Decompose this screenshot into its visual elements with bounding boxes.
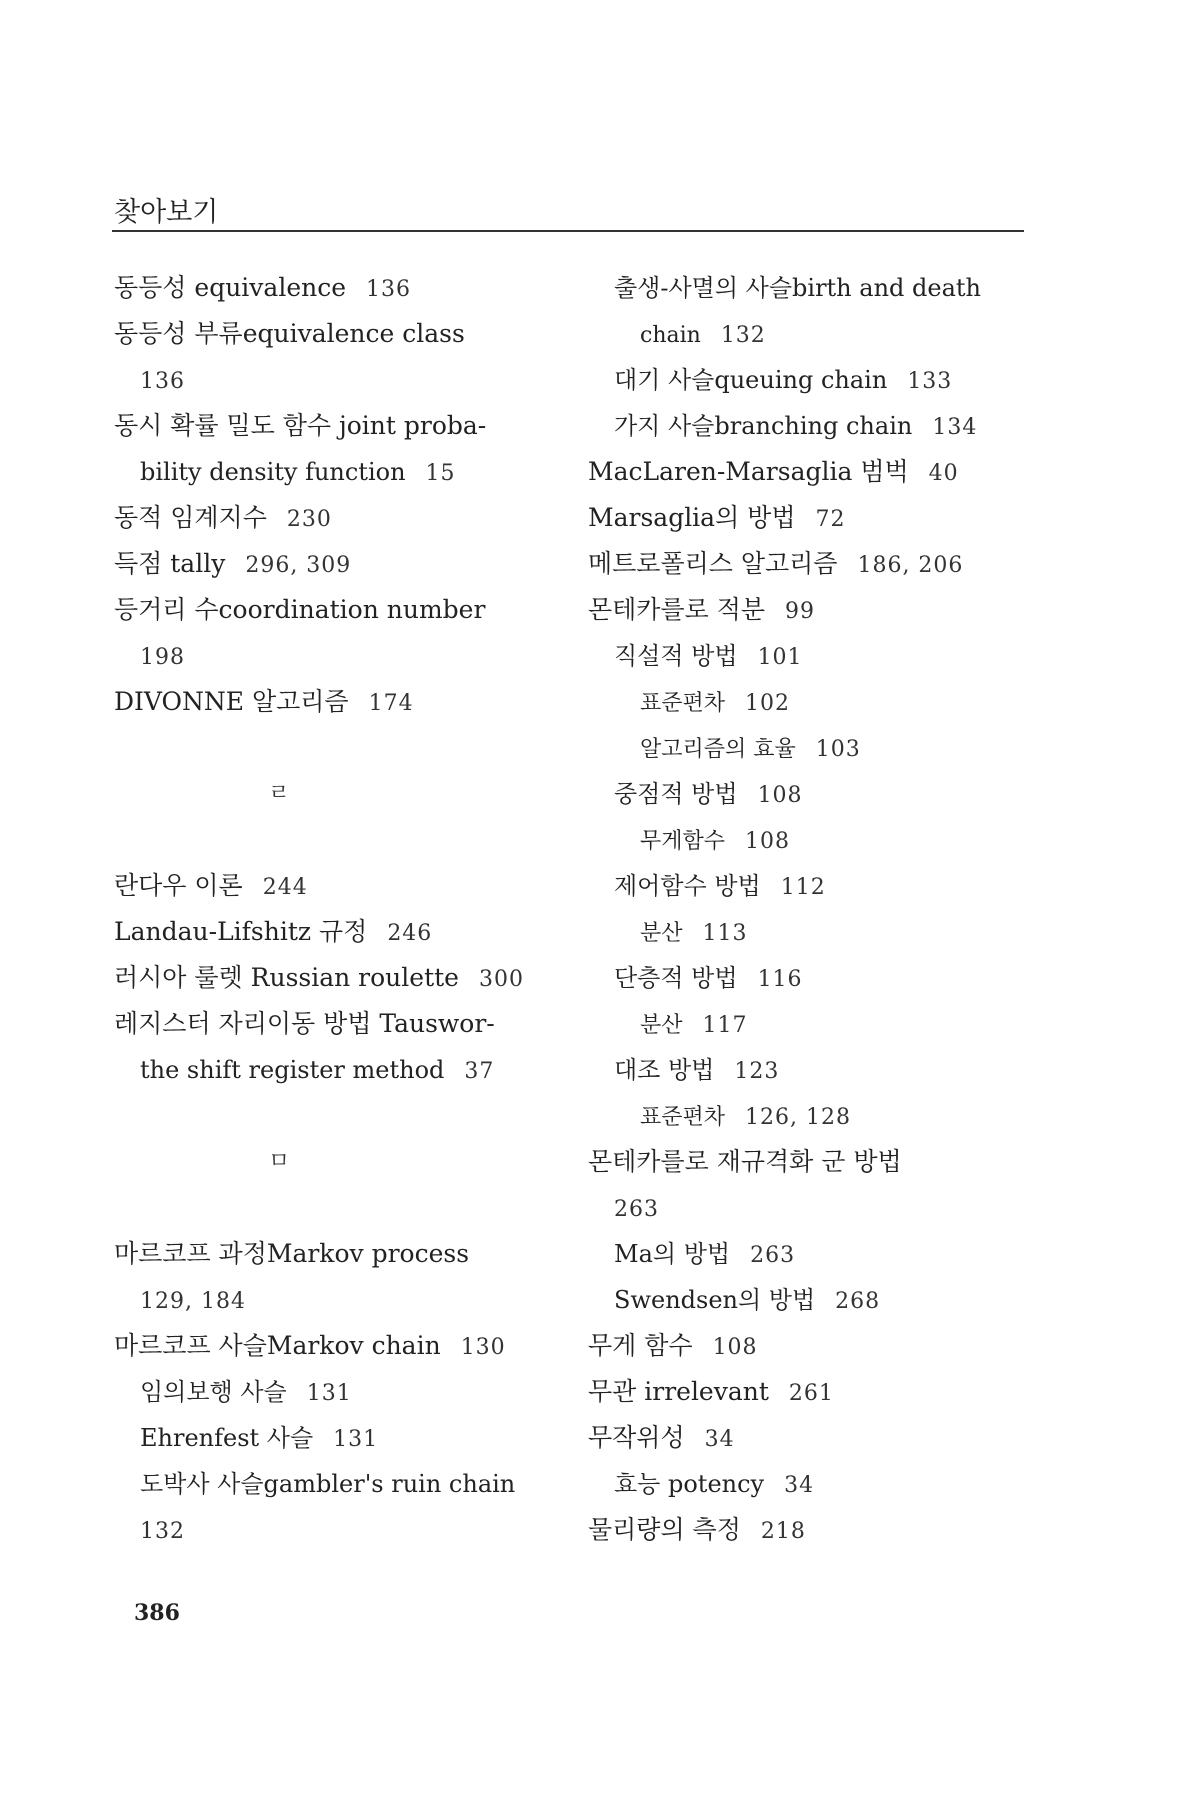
index-entry: [114, 587, 574, 633]
index-entry: [114, 679, 574, 725]
index-page-refs: 103: [815, 737, 861, 762]
index-entry: [114, 863, 574, 909]
index-entry: [588, 449, 1028, 495]
index-subentry: [588, 633, 1028, 679]
index-page-refs: 108: [712, 1335, 758, 1360]
index-term: 무게 함수: [588, 1331, 693, 1360]
index-term: 무게함수: [640, 829, 726, 854]
index-page-refs: 34: [704, 1427, 735, 1452]
index-term: 가지 사슬branching chain: [614, 412, 913, 440]
index-page-refs: 174: [368, 691, 414, 716]
index-term: Landau-Lifshitz 규정: [114, 917, 368, 946]
index-term: 표준편차: [640, 691, 726, 716]
index-term: 분산: [640, 921, 683, 946]
index-term: 동적 임계지수: [114, 503, 267, 532]
index-page-refs: 198: [140, 645, 185, 670]
index-page-refs: 218: [760, 1519, 806, 1544]
index-term: chain: [640, 323, 701, 348]
index-page-refs: 112: [780, 875, 826, 900]
index-page-refs: 108: [745, 829, 791, 854]
index-term: 중점적 방법: [614, 780, 738, 808]
index-subentry: [114, 1461, 574, 1507]
index-entry: [114, 1323, 574, 1369]
index-term: 제어함수 방법: [614, 872, 761, 900]
index-subentry: [588, 1093, 1028, 1139]
index-subentry: [114, 1415, 574, 1461]
index-page-refs: 132: [140, 1519, 185, 1544]
index-entry: [588, 1323, 1028, 1369]
index-page-refs: 15: [425, 461, 456, 486]
section-letter-heading: ㅁ: [268, 1149, 290, 1174]
index-term: 표준편차: [640, 1105, 726, 1130]
index-term: 몬테카를로 적분: [588, 595, 765, 624]
header-rule: [112, 230, 1024, 232]
index-term: 등거리 수coordination number: [114, 595, 486, 624]
index-page-refs: 101: [757, 645, 803, 670]
index-subentry: [588, 1231, 1028, 1277]
index-entry: [588, 1139, 1028, 1185]
index-entry: [114, 1231, 574, 1277]
index-term: Ma의 방법: [614, 1240, 731, 1268]
index-subentry: [588, 771, 1028, 817]
index-entry: [114, 495, 574, 541]
index-page-refs: 126, 128: [745, 1105, 851, 1130]
index-entry: [114, 403, 574, 449]
index-subentry: [588, 909, 1028, 955]
index-term: 효능 potency: [614, 1470, 765, 1498]
blank-line: [114, 725, 574, 771]
index-entry: [588, 1415, 1028, 1461]
index-term: DIVONNE 알고리즘: [114, 687, 349, 716]
index-term: 알고리즘의 효율: [640, 737, 796, 762]
index-page-refs: 300: [478, 967, 524, 992]
index-page-refs: 34: [784, 1473, 815, 1498]
index-term: MacLaren-Marsaglia 범벅: [588, 457, 909, 486]
index-term: 분산: [640, 1013, 683, 1038]
page-number: 386: [134, 1600, 180, 1626]
index-term: 단층적 방법: [614, 964, 738, 992]
index-page-refs: 246: [387, 921, 433, 946]
section-letter-heading: ㄹ: [268, 781, 290, 806]
index-term: Marsaglia의 방법: [588, 503, 796, 532]
index-subentry: [588, 1185, 1028, 1231]
index-subentry: [114, 633, 574, 679]
running-head: 찾아보기: [114, 197, 219, 228]
index-page-refs: 99: [785, 599, 815, 624]
index-subentry: [588, 1461, 1028, 1507]
index-subentry: [588, 679, 1028, 725]
index-subentry: [588, 357, 1028, 403]
index-term: 대조 방법: [614, 1056, 715, 1084]
index-term: 러시아 룰렛 Russian roulette: [114, 963, 459, 992]
index-term: Swendsen의 방법: [614, 1286, 816, 1314]
index-term: 동등성 부류equivalence class: [114, 319, 465, 348]
index-term: 무작위성: [588, 1423, 685, 1452]
index-page-refs: 117: [702, 1013, 748, 1038]
index-page-refs: 131: [306, 1381, 352, 1406]
index-column-right: [588, 265, 1028, 1553]
index-term: 란다우 이론: [114, 871, 243, 900]
index-term: 무관 irrelevant: [588, 1377, 769, 1406]
index-page-refs: 186, 206: [857, 553, 964, 578]
blank-line: [114, 1093, 574, 1139]
index-term: 출생-사멸의 사슬birth and death: [614, 274, 982, 302]
index-subentry: [588, 955, 1028, 1001]
index-entry: [114, 541, 574, 587]
index-page-refs: 72: [815, 507, 846, 532]
index-page-refs: 261: [788, 1381, 834, 1406]
index-term: Ehrenfest 사슬: [140, 1424, 314, 1452]
index-page-refs: 108: [757, 783, 803, 808]
index-page-refs: 244: [262, 875, 308, 900]
index-subentry: [114, 449, 574, 495]
index-entry: [588, 1507, 1028, 1553]
index-page-refs: 230: [286, 507, 332, 532]
index-entry: [114, 1001, 574, 1047]
index-page-refs: 40: [928, 461, 959, 486]
index-page-refs: 133: [907, 369, 953, 394]
index-term: 몬테카를로 재규격화 군 방법: [588, 1147, 902, 1176]
index-term: the shift register method: [140, 1056, 445, 1084]
index-term: 메트로폴리스 알고리즘: [588, 549, 838, 578]
index-page-refs: 113: [702, 921, 748, 946]
index-term: 동등성 equivalence: [114, 273, 347, 302]
index-page-refs: 263: [614, 1197, 659, 1222]
index-page-refs: 263: [750, 1243, 796, 1268]
index-page-refs: 116: [757, 967, 803, 992]
index-subentry: [114, 357, 574, 403]
index-page-refs: 268: [835, 1289, 881, 1314]
index-page-refs: 131: [333, 1427, 379, 1452]
index-subentry: [588, 1277, 1028, 1323]
blank-line: [114, 817, 574, 863]
index-term: 득점 tally: [114, 549, 226, 578]
index-term: 임의보행 사슬: [140, 1378, 287, 1406]
index-page-refs: 123: [734, 1059, 780, 1084]
index-subentry: [588, 863, 1028, 909]
index-page-refs: 136: [366, 277, 412, 302]
index-page-refs: 296, 309: [245, 553, 352, 578]
index-subentry: [588, 725, 1028, 771]
index-entry: [114, 311, 574, 357]
index-column-left: [114, 265, 574, 1553]
index-entry: [588, 495, 1028, 541]
index-subentry: [114, 1369, 574, 1415]
index-entry: [114, 909, 574, 955]
index-term: 레지스터 자리이동 방법 Tauswor-: [114, 1009, 495, 1038]
index-term: 물리량의 측정: [588, 1515, 741, 1544]
index-term: 직설적 방법: [614, 642, 738, 670]
index-term: 대기 사슬queuing chain: [614, 366, 888, 394]
index-subentry: [588, 311, 1028, 357]
index-subentry: [114, 1277, 574, 1323]
index-subentry: [588, 817, 1028, 863]
index-subentry: [588, 1001, 1028, 1047]
index-page-refs: 129, 184: [140, 1289, 246, 1314]
index-page-refs: 136: [140, 369, 185, 394]
index-page-refs: 132: [720, 323, 766, 348]
index-page-refs: 37: [464, 1059, 495, 1084]
index-term: 마르코프 과정Markov process: [114, 1239, 470, 1268]
index-entry: [114, 955, 574, 1001]
index-term: 도박사 사슬gambler's ruin chain: [140, 1470, 516, 1498]
index-term: bility density function: [140, 458, 406, 486]
index-subentry: [588, 265, 1028, 311]
index-subentry: [588, 403, 1028, 449]
index-entry: [588, 541, 1028, 587]
blank-line: [114, 1185, 574, 1231]
index-page-refs: 134: [932, 415, 978, 440]
index-term: 마르코프 사슬Markov chain: [114, 1331, 441, 1360]
index-page-refs: 130: [460, 1335, 506, 1360]
index-subentry: [114, 1507, 574, 1553]
index-entry: [588, 587, 1028, 633]
index-entry: [114, 265, 574, 311]
index-subentry: [114, 1047, 574, 1093]
index-term: 동시 확률 밀도 함수 joint proba-: [114, 411, 487, 440]
index-entry: [588, 1369, 1028, 1415]
index-page-refs: 102: [745, 691, 791, 716]
index-subentry: [588, 1047, 1028, 1093]
